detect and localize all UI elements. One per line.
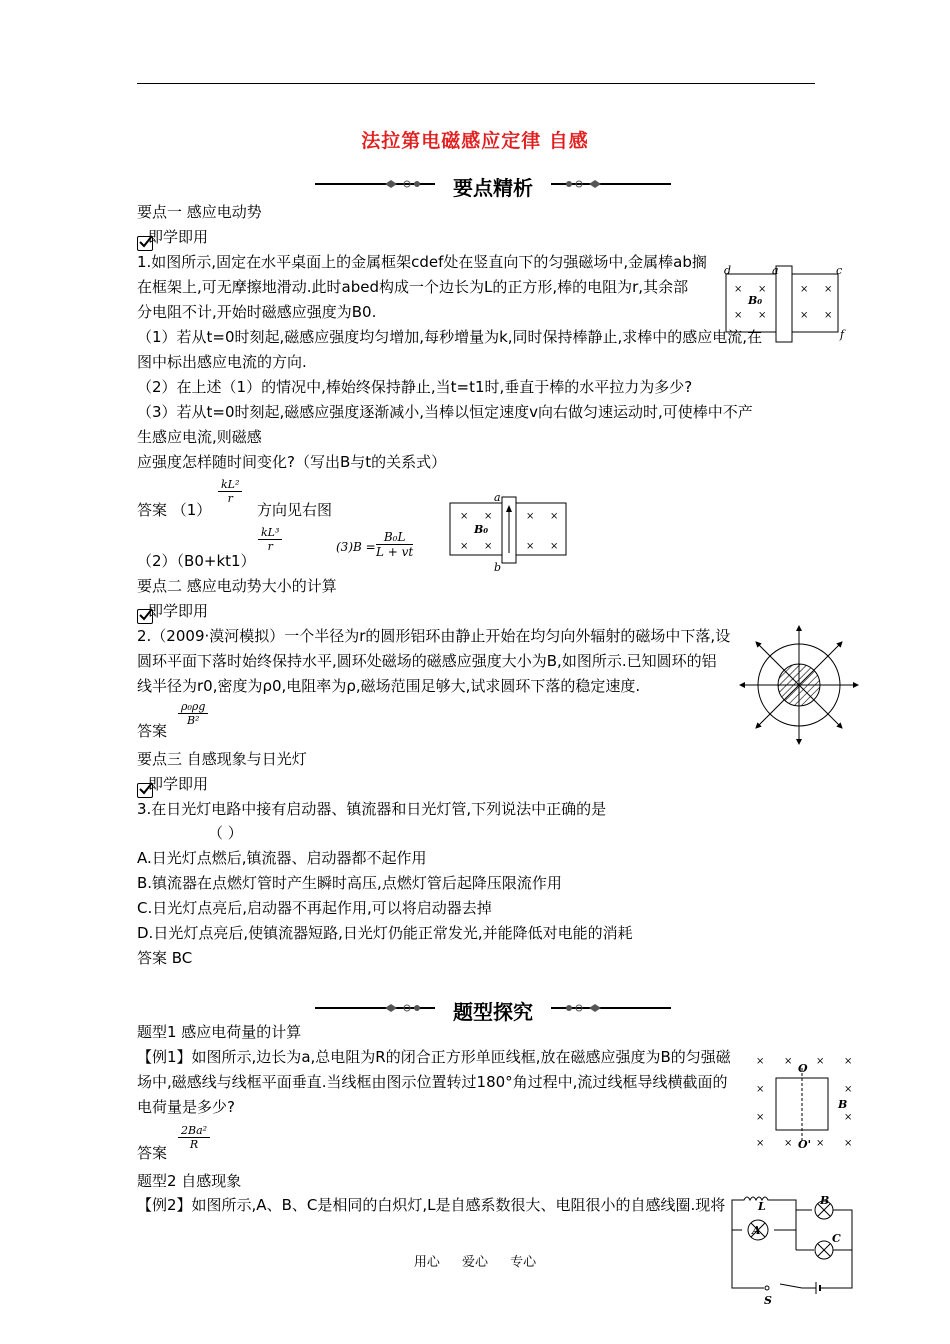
question-text: 在框架上,可无摩擦地滑动.此时abed构成一个边长为L的正方形,棒的电阻为r,其余部 [137,278,689,296]
section-banner-question-types [315,994,671,1022]
svg-text:B: B [838,1098,848,1111]
svg-text:B₀: B₀ [748,294,763,307]
svg-text:×: × [526,511,535,522]
svg-text:×: × [484,511,493,522]
page-title: 法拉第电磁感应定律 自感 [361,130,589,152]
answer-text: 答案 BC [137,949,193,967]
svg-text:C: C [832,1232,841,1245]
svg-text:×: × [816,1138,825,1149]
svg-text:a: a [772,264,779,277]
question-text: 分电阻不计,开始时磁感应强度为B0. [137,303,377,321]
svg-text:×: × [758,284,767,295]
answer-text: （2）（B0+kt1） [137,552,256,570]
option-a: A.日光灯点燃后,镇流器、启动器都不起作用 [137,849,427,867]
fraction-numerator: kL³ [258,526,282,540]
question-text: 图中标出感应电流的方向. [137,353,307,371]
svg-text:×: × [800,310,809,321]
svg-text:×: × [784,1056,793,1067]
svg-text:S: S [764,1294,772,1307]
answer-figure [446,493,572,573]
section-heading: 要点二 感应电动势大小的计算 [137,577,337,595]
svg-text:f: f [840,328,845,341]
answer-fraction [178,700,208,727]
svg-text:×: × [800,284,809,295]
question-text: 电荷量是多少? [137,1098,235,1116]
answer-paren: （ ） [208,824,243,842]
fraction-numerator: kL² [218,478,242,492]
answer-lhs: (3)B = [336,540,376,554]
svg-text:×: × [756,1112,765,1123]
jixue-label: 即学即用 [148,228,209,246]
section-heading: 要点一 感应电动势 [137,203,262,221]
svg-text:c: c [836,264,843,277]
svg-text:×: × [844,1056,853,1067]
svg-text:×: × [756,1084,765,1095]
answer-label: 答案 （1） [137,501,212,519]
svg-text:×: × [844,1112,853,1123]
jixue-label: 即学即用 [148,602,209,620]
svg-text:×: × [844,1084,853,1095]
svg-text:O': O' [798,1138,811,1150]
fraction-denominator: r [267,540,273,553]
section-heading: 题型2 自感现象 [137,1172,242,1190]
header-rule [137,83,815,84]
question-text: 生感应电流,则磁感 [137,428,262,446]
question-text: 【例1】如图所示,边长为a,总电阻为R的闭合正方形单匝线框,放在磁感应强度为B的匀强磁 [137,1048,731,1066]
svg-text:×: × [484,541,493,552]
question-text: 线半径为r0,密度为ρ0,电阻率为ρ,磁场范围足够大,试求圆环下落的稳定速度. [137,677,641,695]
question-text: 应强度怎样随时间变化?（写出B与t的关系式） [137,453,447,471]
question-text: 2.（2009·漠河模拟）一个半径为r的圆形铝环由静止开始在均匀向外辐射的磁场中下落,设 [137,627,731,645]
svg-text:×: × [844,1138,853,1149]
page-footer: 用心 爱心 专心 [413,1255,537,1270]
answer-label: 答案 [137,722,168,740]
fraction-denominator: R [189,1138,199,1151]
question-text: （3）若从t=0时刻起,磁感应强度逐渐减小,当棒以恒定速度v向右做匀速运动时,可使棒中不产 [137,403,753,421]
svg-text:O: O [798,1062,808,1075]
answer-fraction [376,530,413,559]
jixue-label: 即学即用 [148,775,209,793]
option-b: B.镇流器在点燃灯管时产生瞬时高压,点燃灯管后起降压限流作用 [137,874,562,892]
svg-text:L: L [758,1200,766,1213]
svg-text:B: B [820,1196,830,1207]
svg-text:×: × [734,284,743,295]
answer-fraction [178,1124,210,1151]
question-text: 圆环平面下落时始终保持水平,圆环处磁场的磁感应强度大小为B,如图所示.已知圆环的铝 [137,652,717,670]
answer-label: 答案 [137,1144,168,1162]
frame-figure [722,262,850,346]
svg-text:×: × [550,511,559,522]
fraction-denominator: L + vt [376,545,414,559]
question-text: 1.如图所示,固定在水平桌面上的金属框架cdef处在竖直向下的匀强磁场中,金属棒ab搁 [137,253,707,271]
question-text: 场中,磁感线与线框平面垂直.当线框由图示位置转过180°角过程中,流过线框导线横截面的 [137,1073,728,1091]
svg-text:A: A [752,1224,761,1237]
option-d: D.日光灯点亮后,使镇流器短路,日光灯仍能正常发光,并能降低对电能的消耗 [137,924,633,942]
fraction-denominator: B² [186,714,200,727]
question-text: （2）在上述（1）的情况中,棒始终保持静止,当t=t1时,垂直于棒的水平拉力为多少? [137,378,693,396]
answer-text: 方向见右图 [257,501,333,519]
svg-text:×: × [784,1138,793,1149]
svg-text:×: × [734,310,743,321]
question-text: （1）若从t=0时刻起,磁感应强度均匀增加,每秒增量为k,同时保持棒静止,求棒中的感应电流,在 [137,328,763,346]
svg-text:×: × [756,1138,765,1149]
svg-text:×: × [756,1056,765,1067]
svg-text:×: × [816,1056,825,1067]
banner-title: 题型探究 [453,1000,533,1024]
section-banner-keypoints [315,170,671,198]
fraction-numerator: B₀L [376,530,413,545]
svg-text:B₀: B₀ [474,523,489,536]
question-text: 【例2】如图所示,A、B、C是相同的白炽灯,L是自感系数很大、电阻很小的自感线圈.现将 [137,1196,726,1214]
svg-text:×: × [460,541,469,552]
svg-text:×: × [824,284,833,295]
answer-fraction [258,526,282,553]
svg-text:d: d [724,264,732,277]
svg-text:×: × [526,541,535,552]
svg-text:a: a [494,493,501,504]
banner-title: 要点精析 [453,176,533,200]
svg-text:×: × [460,511,469,522]
svg-text:×: × [550,541,559,552]
fraction-numerator: ρ₀ρg [178,700,208,714]
fraction-denominator: r [227,492,233,505]
svg-text:×: × [758,310,767,321]
option-c: C.日光灯点亮后,启动器不再起作用,可以将启动器去掉 [137,899,492,917]
section-heading: 要点三 自感现象与日光灯 [137,750,307,768]
rotating-loop-figure [748,1050,858,1150]
svg-text:×: × [824,310,833,321]
svg-text:b: b [494,561,502,573]
fraction-numerator: 2Ba² [178,1124,210,1138]
answer-fraction [218,478,242,505]
question-text: 3.在日光灯电路中接有启动器、镇流器和日光灯管,下列说法中正确的是 [137,800,607,818]
radial-field-figure [736,622,862,748]
section-heading: 题型1 感应电荷量的计算 [137,1023,302,1041]
